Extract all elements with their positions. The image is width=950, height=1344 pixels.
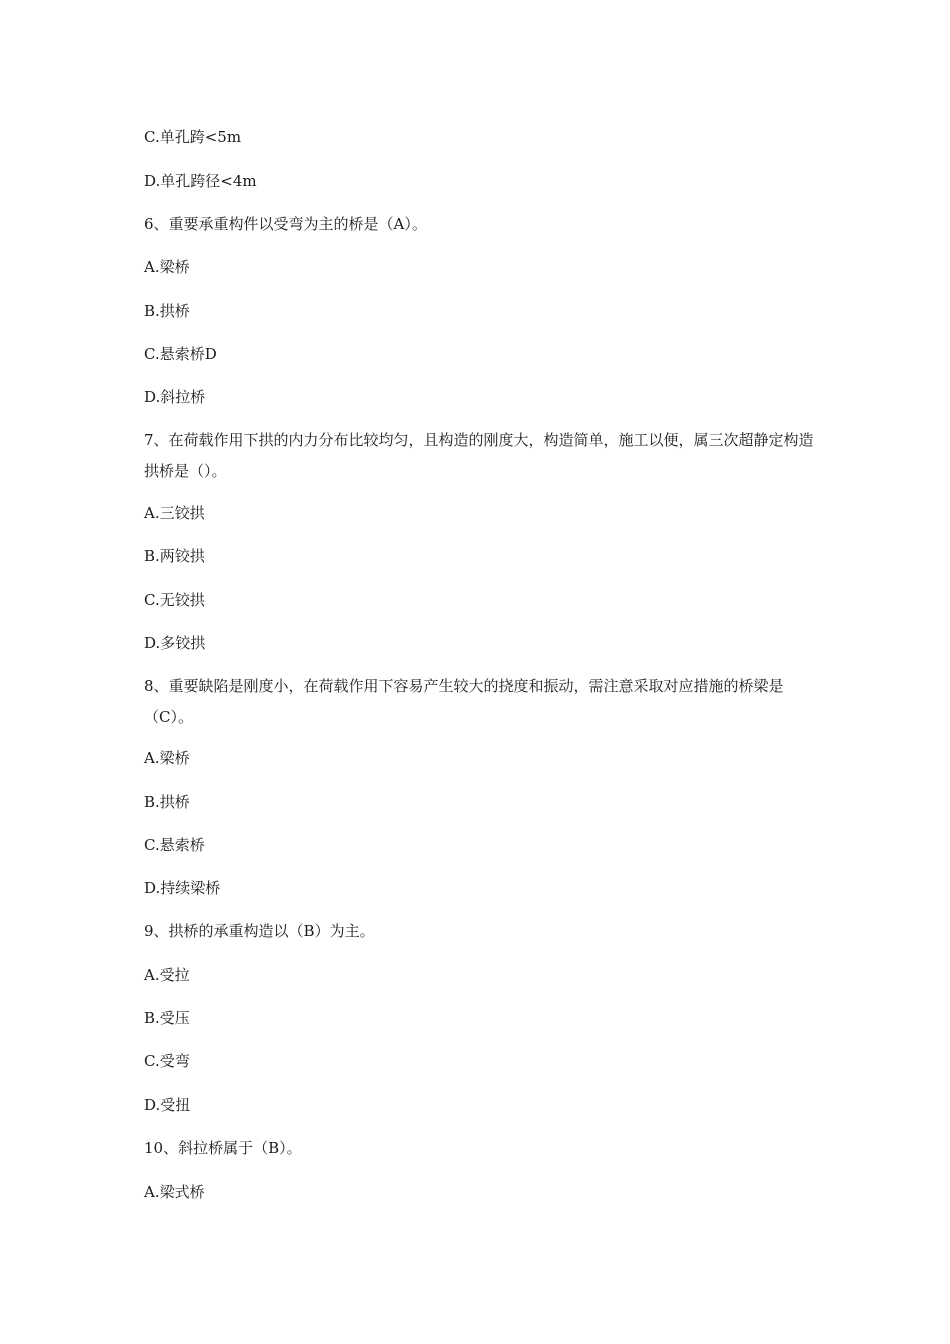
option-c-q9: C.受弯 — [144, 1052, 190, 1070]
option-c-q5: C.单孔跨<5m — [144, 128, 242, 146]
option-a-q6: A.梁桥 — [144, 258, 190, 276]
option-b-q7: B.两铰拱 — [144, 547, 205, 565]
option-a-q9: A.受拉 — [144, 966, 190, 984]
option-d-q6: D.斜拉桥 — [144, 388, 206, 406]
option-b-q6: B.拱桥 — [144, 302, 190, 320]
question-7: 7、在荷载作用下拱的内力分布比较均匀，且构造的刚度大，构造简单，施工以便，属三次超静定构造拱桥是（）。 — [144, 431, 814, 480]
question-9: 9、拱桥的承重构造以（B）为主。 — [144, 922, 375, 940]
option-d-q5: D.单孔跨径<4m — [144, 172, 257, 190]
option-c-q8: C.悬索桥 — [144, 836, 205, 854]
option-c-q7: C.无铰拱 — [144, 591, 205, 609]
option-b-q8: B.拱桥 — [144, 793, 190, 811]
option-d-q8: D.持续梁桥 — [144, 879, 221, 897]
question-8: 8、重要缺陷是刚度小，在荷载作用下容易产生较大的挠度和振动，需注意采取对应措施的桥梁是（C）。 — [144, 677, 784, 726]
option-d-q7: D.多铰拱 — [144, 634, 206, 652]
option-c-q6: C.悬索桥D — [144, 345, 217, 363]
question-6: 6、重要承重构件以受弯为主的桥是（A）。 — [144, 215, 427, 233]
option-b-q9: B.受压 — [144, 1009, 190, 1027]
question-10: 10、斜拉桥属于（B）。 — [144, 1139, 302, 1157]
option-a-q10: A.梁式桥 — [144, 1183, 205, 1201]
option-d-q9: D.受扭 — [144, 1096, 191, 1114]
option-a-q8: A.梁桥 — [144, 749, 190, 767]
option-a-q7: A.三铰拱 — [144, 504, 205, 522]
